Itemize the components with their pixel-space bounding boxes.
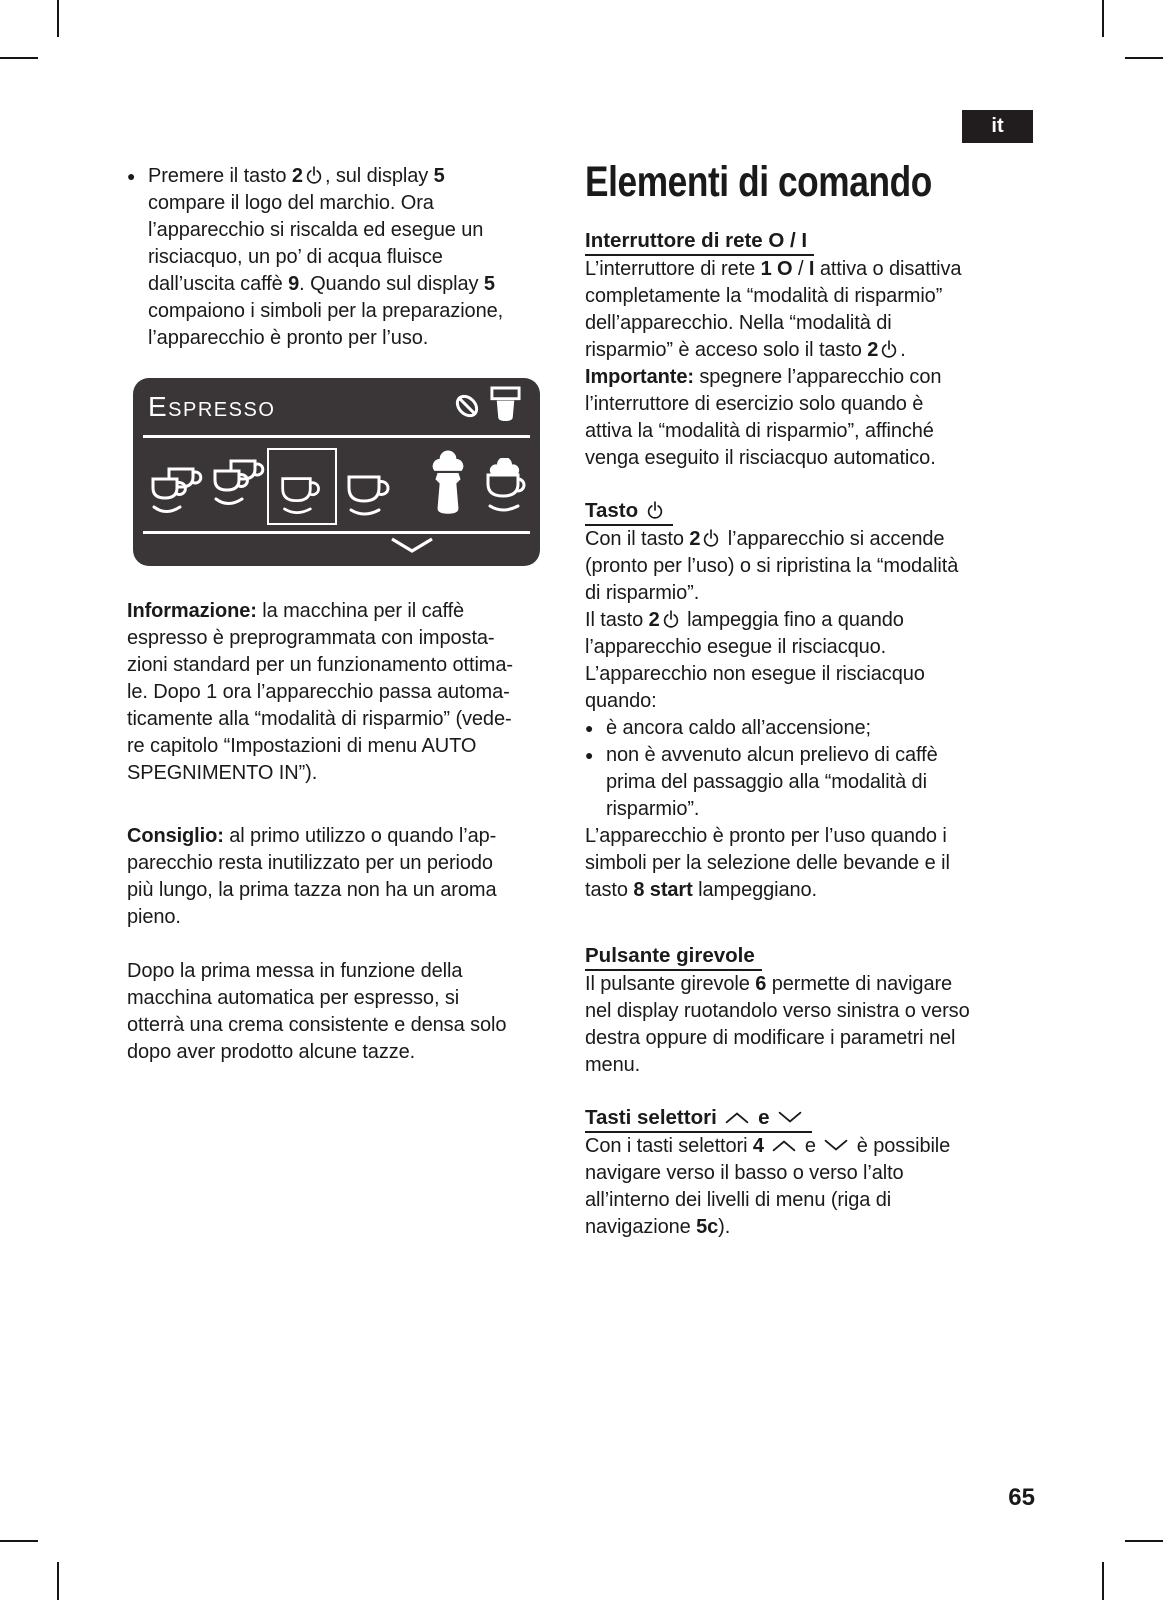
list-item-text: non è avvenuto alcun prelievo di caffè prima del passaggio alla “modalità di risparmio”. bbox=[606, 744, 938, 820]
cup-icon bbox=[345, 472, 395, 516]
step-text: Premere il tasto 2 , sul display 5 compare il logo del marchio. Ora l’apparecchio si riscalda ed esegue un risciacquo, un po’ di acqua fluisce dall’uscita caffè 9. Quando sul display 5 compaiono i simboli per la preparazione, l’apparecchio è pronto per l’uso. bbox=[148, 165, 504, 349]
power-icon bbox=[880, 339, 898, 359]
chevron-down-icon bbox=[823, 1138, 849, 1153]
crop-mark-bottom-right-h bbox=[1125, 1540, 1163, 1542]
display-drink-name: Espresso bbox=[148, 391, 276, 422]
page-number: 65 bbox=[1008, 1484, 1035, 1511]
section-heading: Tasto bbox=[585, 497, 673, 526]
coffee-bean-icon bbox=[451, 390, 483, 422]
chevron-up-icon bbox=[724, 1110, 750, 1125]
section-body: Il pulsante girevole 6 permette di navigare nel display ruotandolo verso sinistra o verso destra oppure di modificare i parametri nel menu. bbox=[585, 973, 970, 1076]
coffee-ground-container-icon bbox=[489, 385, 522, 424]
section-body: L’apparecchio è pronto per l’uso quando i simboli per la selezione delle bevande e il tasto 8 start lampeggiano. bbox=[585, 825, 950, 901]
display-divider-top bbox=[143, 435, 530, 438]
section-power-button bbox=[585, 497, 1055, 904]
list-item bbox=[585, 715, 1055, 742]
display-divider-bottom bbox=[143, 531, 530, 534]
info-paragraph: Informazione: la macchina per il caffè espresso è preprogrammata con imposta- zioni standard per un funzionamento ottima- le. Dopo 1 ora l’apparecchio passa automa- ticamente alla “modalità di risparmio” (vede- re capitolo “Impostazioni di menu AUTO SPEGNIMENTO IN”). bbox=[127, 600, 513, 784]
bullet-marker: ● bbox=[585, 720, 594, 736]
section-power-switch bbox=[585, 227, 1055, 472]
crop-mark-bottom-left-v bbox=[57, 1562, 59, 1600]
power-icon bbox=[646, 500, 664, 520]
language-badge: it bbox=[962, 110, 1033, 143]
crop-mark-top-left-h bbox=[0, 57, 38, 59]
list-item bbox=[127, 163, 597, 352]
list-item bbox=[585, 742, 1055, 823]
two-cups-icon bbox=[211, 458, 269, 508]
crop-mark-bottom-left-h bbox=[0, 1540, 38, 1542]
latte-macchiato-glass-icon bbox=[425, 450, 471, 519]
section-rotary-knob bbox=[585, 942, 1055, 1079]
page-title: Elementi di comando bbox=[585, 158, 932, 206]
power-icon bbox=[702, 528, 720, 548]
small-cup-icon bbox=[279, 474, 325, 514]
cappuccino-cup-icon bbox=[481, 458, 535, 516]
list-item-text: è ancora caldo all’accensione; bbox=[606, 717, 871, 739]
bullet-marker: ● bbox=[127, 168, 136, 184]
display-chevron-down-icon bbox=[389, 536, 435, 554]
first-use-paragraph: Dopo la prima messa in funzione della macchina automatica per espresso, si otterrà una crema consistente e densa solo dopo aver prodotto alcune tazze. bbox=[127, 960, 507, 1063]
crop-mark-top-left-v bbox=[57, 0, 59, 37]
right-column bbox=[585, 158, 1055, 1241]
crop-mark-bottom-right-v bbox=[1102, 1562, 1104, 1600]
section-body: Con i tasti selettori 4 e è possibile navigare verso il basso o verso l’alto all’interno dei livelli di menu (riga di navigazione 5c). bbox=[585, 1135, 951, 1238]
crop-mark-top-right-h bbox=[1125, 57, 1163, 59]
section-heading: Pulsante girevole bbox=[585, 942, 762, 971]
crop-mark-top-right-v bbox=[1102, 0, 1104, 37]
chevron-up-icon bbox=[771, 1138, 797, 1153]
section-heading: Tasti selettori e bbox=[585, 1104, 812, 1133]
section-body: L’interruttore di rete 1 O / I attiva o disattiva completamente la “modalità di risparmio” dell’apparecchio. Nella “modalità di risparmio” è acceso solo il tasto 2 . Importante: spegnere l’apparecchio con l’interruttore di esercizio solo quando è attiva la “modalità di risparmio”, affinché venga eseguito il risciacquo automatico. bbox=[585, 258, 962, 469]
section-selector-keys bbox=[585, 1104, 1055, 1241]
section-body: Con il tasto 2 l’apparecchio si accende (pronto per l’uso) o si ripristina la “modalità di risparmio”. Il tasto 2 lampeggia fino a quando l’apparecchio esegue il risciacquo. L’apparecchio non esegue il risciacquo quando: bbox=[585, 528, 959, 712]
bullet-marker: ● bbox=[585, 747, 594, 763]
section-heading: Interruttore di rete O / I bbox=[585, 227, 814, 256]
chevron-down-icon bbox=[777, 1110, 803, 1125]
left-column bbox=[127, 163, 597, 1066]
power-icon bbox=[662, 609, 680, 629]
machine-display-panel bbox=[133, 378, 540, 566]
power-icon bbox=[305, 165, 323, 185]
two-small-cups-icon bbox=[149, 466, 207, 516]
tip-paragraph: Consiglio: al primo utilizzo o quando l’ap- parecchio resta inutilizzato per un periodo più lungo, la prima tazza non ha un aroma pieno. bbox=[127, 825, 497, 928]
